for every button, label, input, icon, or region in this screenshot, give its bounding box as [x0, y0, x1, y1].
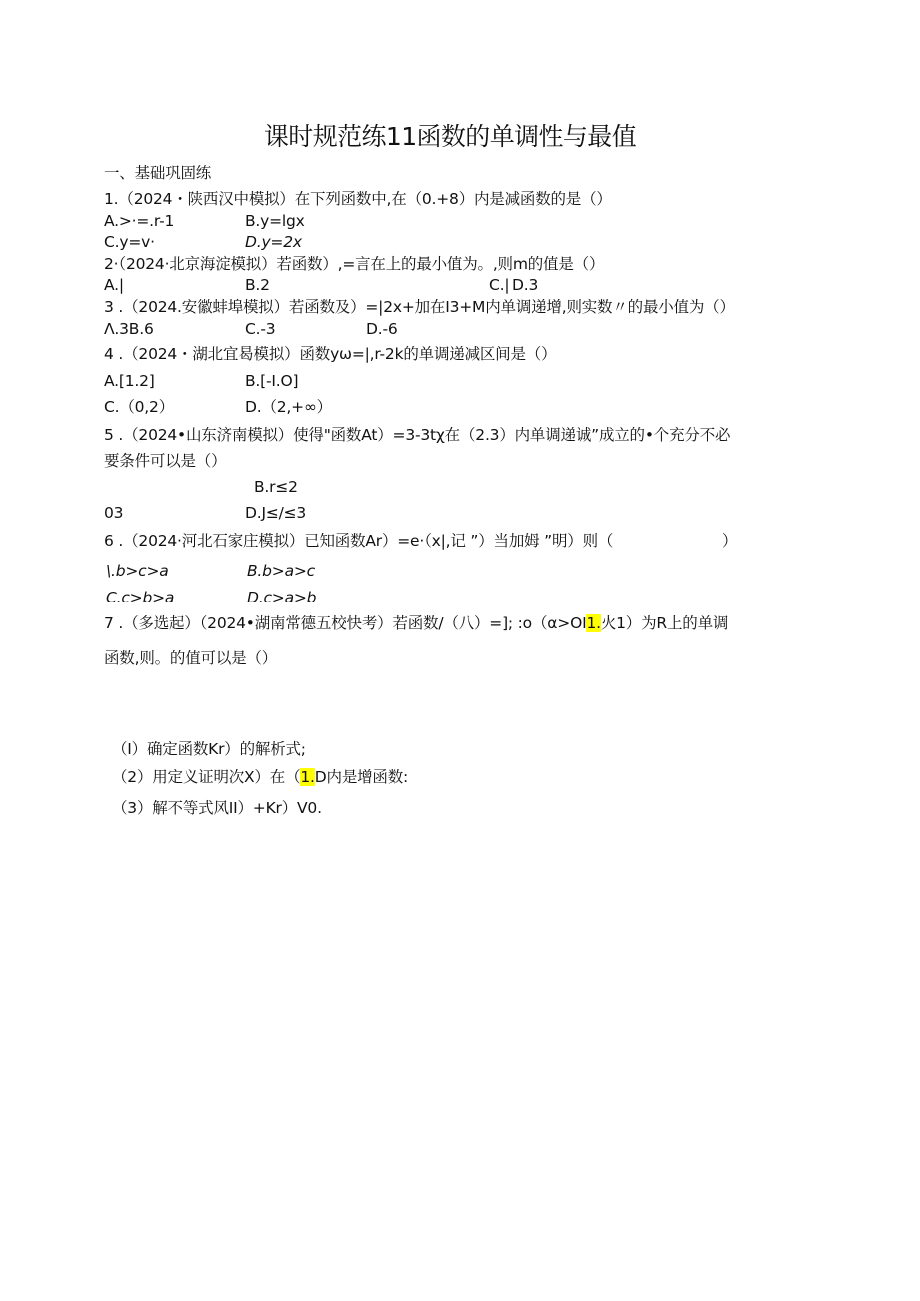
- question-4-stem: 4 .（2024・湖北宜曷模拟）函数yω=|,r-2k的单调递减区间是（）: [104, 345, 557, 363]
- question-5-option-d: D.J≤/≤3: [245, 504, 307, 522]
- part-1: （I）确定函数Kr）的解析式;: [112, 740, 306, 758]
- question-1-stem: 1.（2024・陕西汉中模拟）在下列函数中,在（0.+8）内是减函数的是（）: [104, 190, 612, 208]
- part-2: [112, 767, 408, 787]
- question-4-option-d: D.（2,+∞）: [245, 398, 332, 416]
- question-2-option-d: D.3: [512, 276, 539, 294]
- question-6-stem: 6 .（2024·河北石家庄模拟）已知函数Ar）=e·（x|,记 ”）当加姆 ”明）则（: [104, 532, 614, 550]
- part-2-post: D内是增函数:: [314, 768, 409, 786]
- question-7-stem-pre: 7 .（多选起）（2024•湖南常德五校快考）若函数/（八）=]; :o（α>OI: [104, 614, 587, 632]
- question-4-option-b: B.[-I.O]: [245, 372, 299, 390]
- question-3-option-d: D.-6: [366, 320, 398, 338]
- question-5-stem-line-2: 要条件可以是（）: [104, 452, 227, 470]
- question-1-option-b: B.y=lgx: [245, 212, 305, 230]
- question-2-stem: 2·（2024·北京海淀模拟）若函数）,=言在上的最小值为。,则m的值是（）: [104, 255, 605, 273]
- question-1-option-a: A.>·=.r-1: [104, 212, 175, 230]
- question-3-stem: 3 .（2024.安徽蚌埠模拟）若函数及）=|2x+加在I3+M内单调递增,则实数〃的最小值为（）: [104, 298, 735, 316]
- question-6-options-row-2: [104, 588, 804, 602]
- question-2-option-c: C.|: [489, 276, 510, 294]
- highlighted-text: 1.: [300, 768, 315, 786]
- question-5-option-a: 03: [104, 504, 124, 522]
- question-5-option-b: B.r≤2: [254, 478, 298, 496]
- question-2-option-b: B.2: [245, 276, 270, 294]
- highlighted-text: 1.: [586, 614, 601, 632]
- question-5-stem-line-1: 5 .（2024•山东济南模拟）使得"函数At）=3-3tχ在（2.3）内单调递诚”成立的•个充分不必: [104, 426, 731, 444]
- question-1-option-d: D.y=2x: [245, 233, 302, 251]
- question-7-stem-line-2: 函数,则。的值可以是（）: [104, 649, 278, 667]
- question-3-option-c: C.-3: [245, 320, 276, 338]
- question-4-option-a: A.[1.2]: [104, 372, 155, 390]
- page-title: 课时规范练11函数的单调性与最值: [263, 122, 637, 151]
- question-7-stem-line-1: [104, 613, 728, 633]
- question-7-stem-post: 火1）为R上的单调: [600, 614, 729, 632]
- question-6-option-b: B.b>a>c: [247, 562, 315, 580]
- question-6-option-a: \.b>c>a: [106, 562, 169, 580]
- question-3-option-ab: Λ.3B.6: [104, 320, 154, 338]
- question-6-option-d: D.c>a>b: [247, 589, 317, 602]
- question-6-paren-close: ）: [722, 532, 738, 550]
- part-3: （3）解不等式风II）+Kr）V0.: [112, 799, 322, 817]
- question-4-option-c: C.（0,2）: [104, 398, 175, 416]
- question-1-option-c: C.y=v·: [104, 233, 155, 251]
- part-2-pre: （2）用定义证明次X）在（: [112, 768, 301, 786]
- question-6-option-c: C.c>b>a: [106, 589, 175, 602]
- section-heading-basic: 一、基础巩固练: [104, 164, 212, 182]
- question-2-option-a: A.|: [104, 276, 124, 294]
